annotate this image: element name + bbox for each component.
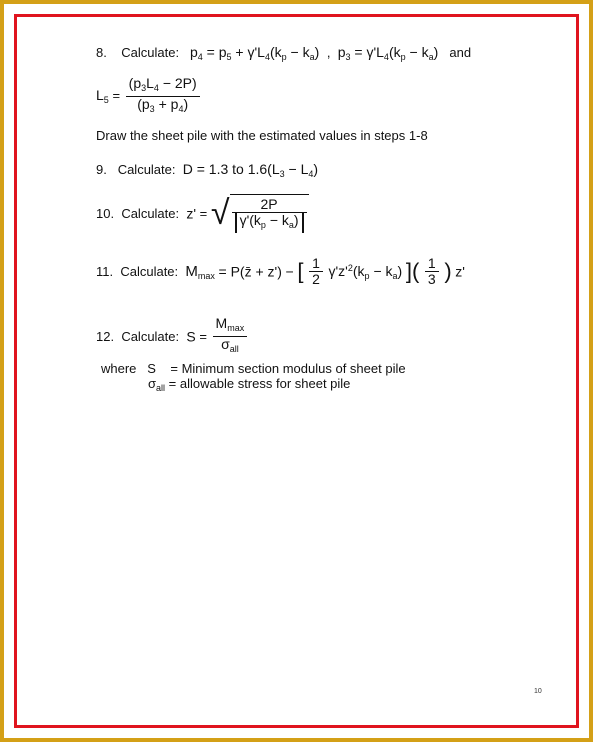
step-8: 8. Calculate: $p_4 = p_5 + \gamma'L_4(k_p - k_a)$ , $p_3 = \gamma'L_4(k_p - k_a)$ and xyxy=(96,44,472,62)
page-number: 10 xyxy=(534,688,542,695)
step-8-number: 8. xyxy=(96,45,107,60)
step-11-third: $\frac{1}{3}$ xyxy=(425,256,439,287)
step-10: 10. Calculate: z' = √ $\frac{2P}{\gamma'(k_p - k_a)}$ xyxy=(96,194,309,233)
equation-l5: $L_5$ = $\frac{(p_3L_4 - 2P)}{(p_3 + p_4)}$ xyxy=(96,76,202,117)
step-12-fraction: $\frac{M_{max}}{\sigma_{all}}$ xyxy=(213,316,248,357)
where-s: where S = Minimum section modulus of sheet pile xyxy=(101,361,406,376)
where-sigma: $\sigma_{all}$ = allowable stress for sheet pile xyxy=(148,376,351,393)
step-11: 11. Calculate: $M_{max}$ = P(z̄ + z') − [ $\frac{1}{2}$ $\gamma'z'^2(k_p - k_a)$ ]( $\frac{1}{3}$ ) z' xyxy=(96,255,465,287)
step-9: 9. Calculate: D = 1.3 to $1.6(L_3 - L_4)$ xyxy=(96,161,319,179)
step-8-equation-p4: $p_4 = p_5 + \gamma'L_4(k_p - k_a)$ xyxy=(189,44,320,62)
step-11-half: $\frac{1}{2}$ xyxy=(309,256,323,287)
step-9-equation: D = 1.3 to $1.6(L_3 - L_4)$ xyxy=(182,161,319,179)
step-12: 12. Calculate: S = $\frac{M_{max}}{\sigma_{all}}$ xyxy=(96,316,249,357)
step-10-sqrt: √ $\frac{2P}{\gamma'(k_p - k_a)}$ xyxy=(211,194,309,233)
step-8-and: and xyxy=(449,45,472,60)
step-8-equation-p3: $p_3 = \gamma'L_4(k_p - k_a)$ xyxy=(337,44,439,62)
l5-fraction: $\frac{(p_3L_4 - 2P)}{(p_3 + p_4)}$ xyxy=(126,76,200,117)
step-8-calculate-label: Calculate: xyxy=(121,45,180,60)
draw-instruction: Draw the sheet pile with the estimated values in steps 1-8 xyxy=(96,128,428,143)
